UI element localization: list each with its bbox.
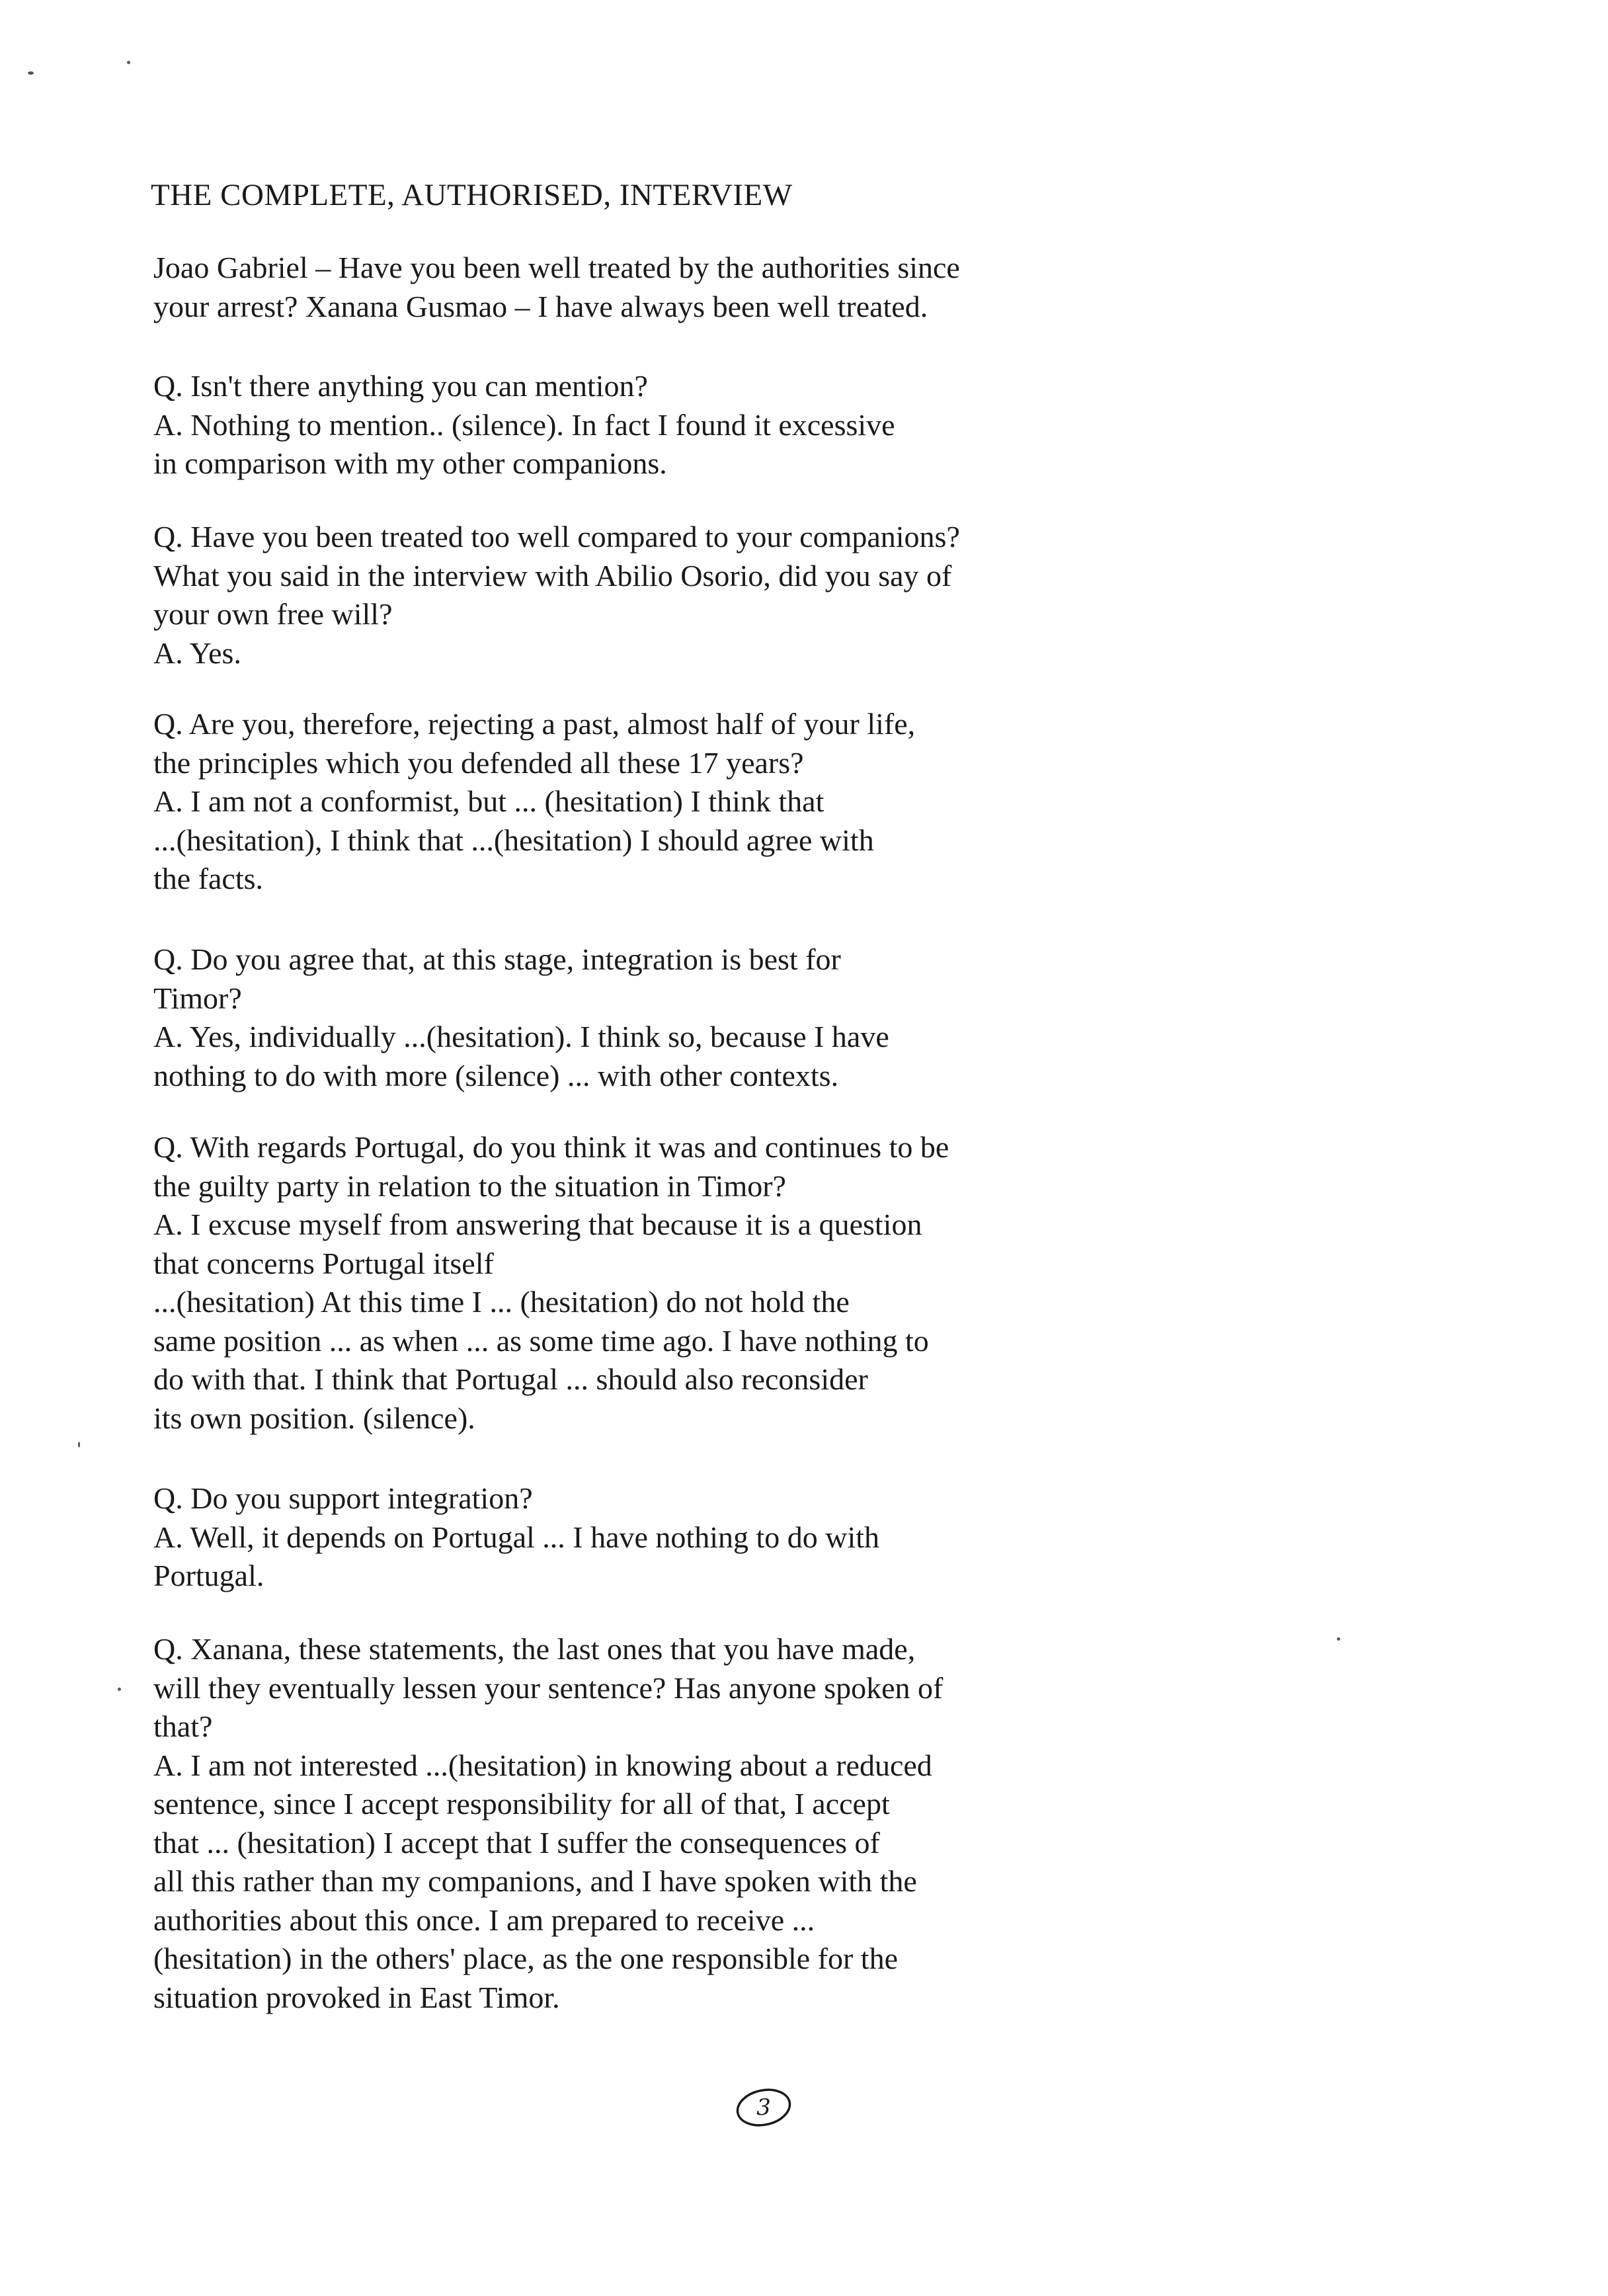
text-line: Portugal. xyxy=(153,1559,264,1592)
qa-block xyxy=(153,518,960,673)
answer-line: A. Yes, individually ...(hesitation). I think so, because I have xyxy=(153,1020,889,1053)
text-line: nothing to do with more (silence) ... with other contexts. xyxy=(153,1058,839,1092)
question-line: Q. Xanana, these statements, the last ones that you have made, xyxy=(153,1632,916,1666)
text-line: your arrest? Xanana Gusmao – I have always been well treated. xyxy=(153,289,928,323)
text-line: What you said in the interview with Abilio Osorio, did you say of xyxy=(153,558,952,593)
answer-line: A. I am not a conformist, but ... (hesitation) I think that xyxy=(153,784,824,818)
text-line: in comparison with my other companions. xyxy=(153,446,667,480)
question-line: Q. Isn't there anything you can mention? xyxy=(153,369,648,403)
scan-speck xyxy=(127,61,130,64)
question-line: Q. Are you, therefore, rejecting a past, almost half of your life, xyxy=(153,707,916,741)
text-line: ...(hesitation), I think that ...(hesitation) I should agree with xyxy=(153,823,874,857)
text-line: that concerns Portugal itself xyxy=(153,1246,494,1280)
text-line: the facts. xyxy=(153,862,264,895)
question-line: Q. Do you support integration? xyxy=(153,1481,533,1515)
text-line: the principles which you defended all these 17 years? xyxy=(153,745,804,780)
text-line: all this rather than my companions, and I have spoken with the xyxy=(153,1864,917,1898)
scan-speck xyxy=(118,1688,121,1691)
qa-block xyxy=(153,940,889,1095)
text-line: same position ... as when ... as some time ago. I have nothing to xyxy=(153,1323,929,1358)
text-line: the guilty party in relation to the situation in Timor? xyxy=(153,1168,786,1203)
question-line: Q. Have you been treated too well compared to your companions? xyxy=(153,520,960,554)
qa-block xyxy=(153,1479,879,1596)
qa-block xyxy=(153,705,915,899)
text-line: do with that. I think that Portugal ... should also reconsider xyxy=(153,1362,868,1396)
text-line: Timor? xyxy=(153,981,242,1015)
text-line: ...(hesitation) At this time I ... (hesitation) do not hold the xyxy=(153,1285,850,1319)
paragraph-intro xyxy=(153,249,960,326)
text-line: will they eventually lessen your sentence? Has anyone spoken of xyxy=(153,1670,944,1705)
text-line: your own free will? xyxy=(153,597,393,631)
qa-block xyxy=(153,367,895,483)
text-line: that ... (hesitation) I accept that I suffer the consequences of xyxy=(153,1825,880,1860)
text-line: Joao Gabriel – Have you been well treated by the authorities since xyxy=(153,251,960,284)
answer-line: A. Well, it depends on Portugal ... I have nothing to do with xyxy=(153,1520,880,1554)
svg-text:3: 3 xyxy=(756,2094,771,2121)
scan-speck xyxy=(1337,1637,1340,1641)
qa-block xyxy=(153,1630,943,2017)
answer-line: A. Nothing to mention.. (silence). In fact I found it excessive xyxy=(153,407,895,442)
document-title: THE COMPLETE, AUTHORISED, INTERVIEW xyxy=(151,178,793,212)
text-line: sentence, since I accept responsibility for all of that, I accept xyxy=(153,1787,890,1821)
text-line: (hesitation) in the others' place, as the one responsible for the xyxy=(153,1942,898,1975)
text-line: situation provoked in East Timor. xyxy=(153,1980,560,2014)
answer-line: A. Yes. xyxy=(153,636,241,670)
answer-line: A. I am not interested ...(hesitation) in knowing about a reduced xyxy=(153,1748,932,1782)
qa-block xyxy=(153,1128,949,1438)
question-line: Q. With regards Portugal, do you think it was and continues to be xyxy=(153,1130,949,1164)
handwritten-page-number xyxy=(734,2084,793,2131)
text-line: that? xyxy=(153,1709,213,1743)
question-line: Q. Do you agree that, at this stage, integration is best for xyxy=(153,942,841,976)
text-line: authorities about this once. I am prepared to receive ... xyxy=(153,1903,815,1937)
scan-speck xyxy=(78,1442,80,1448)
text-line: its own position. (silence). xyxy=(153,1401,475,1435)
scan-speck xyxy=(28,71,34,75)
answer-line: A. I excuse myself from answering that because it is a question xyxy=(153,1208,922,1241)
